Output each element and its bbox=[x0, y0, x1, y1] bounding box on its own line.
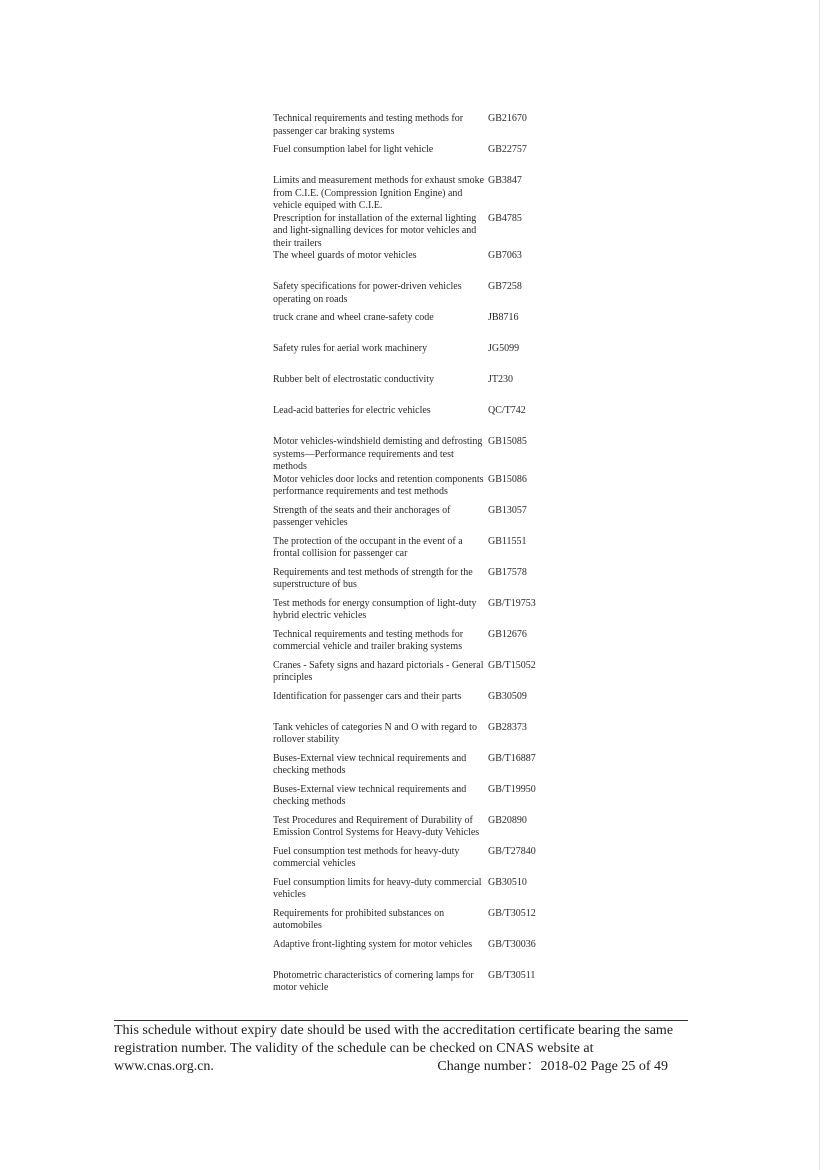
standard-code: GB/T19753 bbox=[488, 597, 536, 609]
table-row bbox=[273, 846, 563, 877]
standard-description: Fuel consumption label for light vehicle bbox=[273, 144, 434, 155]
standard-code: JB8716 bbox=[488, 312, 519, 323]
standard-code: JT230 bbox=[488, 374, 513, 385]
standard-description: Adaptive front-lighting system for motor vehicles bbox=[273, 938, 473, 950]
standard-code: GB30509 bbox=[488, 690, 527, 702]
standard-description: Buses-External view technical requirements and checking methods bbox=[273, 783, 467, 807]
table-row bbox=[273, 505, 563, 536]
standard-description: Requirements and test methods of strength for the superstructure of bus bbox=[273, 566, 473, 590]
table-row bbox=[273, 144, 563, 175]
standard-description: Cranes - Safety signs and hazard pictorials - General principles bbox=[273, 659, 484, 683]
standard-description: Fuel consumption limits for heavy-duty commercial vehicles bbox=[273, 876, 482, 900]
standard-description: Technical requirements and testing methods for commercial vehicle and trailer braking systems bbox=[273, 628, 464, 652]
table-row bbox=[273, 113, 563, 144]
table-row bbox=[273, 970, 563, 1001]
table-row bbox=[273, 877, 563, 908]
standard-description: Motor vehicles door locks and retention components performance requirements and test methods bbox=[273, 473, 484, 497]
table-row bbox=[273, 815, 563, 846]
table-row bbox=[273, 536, 563, 567]
standard-description: The protection of the occupant in the event of a frontal collision for passenger car bbox=[273, 535, 463, 559]
standard-description: Strength of the seats and their anchorages of passenger vehicles bbox=[273, 504, 451, 528]
standard-description: Test methods for energy consumption of light-duty hybrid electric vehicles bbox=[273, 597, 477, 621]
standard-code: GB7063 bbox=[488, 250, 522, 261]
table-row bbox=[273, 175, 563, 213]
standard-code: GB/T19950 bbox=[488, 783, 536, 795]
standard-description: Rubber belt of electrostatic conductivity bbox=[273, 374, 435, 385]
table-row bbox=[273, 405, 563, 436]
standard-description: Requirements for prohibited substances on automobiles bbox=[273, 907, 445, 931]
standard-description: Buses-External view technical requirements and checking methods bbox=[273, 752, 467, 776]
table-row bbox=[273, 374, 563, 405]
footer-notice: This schedule without expiry date should be used with the accreditation certificate bearing the same registration number. The validity of the schedule can be checked on CNAS website at bbox=[114, 1023, 674, 1056]
standard-code: GB/T30511 bbox=[488, 969, 536, 981]
standard-description: Safety rules for aerial work machinery bbox=[273, 343, 428, 354]
table-row bbox=[273, 598, 563, 629]
standard-description: Fuel consumption test methods for heavy-duty commercial vehicles bbox=[273, 845, 460, 869]
standard-description: Motor vehicles-windshield demisting and defrosting systems—Performance requirements and test methods bbox=[273, 436, 483, 472]
table-row bbox=[273, 250, 563, 281]
standard-code: GB3847 bbox=[488, 175, 522, 186]
table-row bbox=[273, 660, 563, 691]
standard-description: Test Procedures and Requirement of Durability of Emission Control Systems for Heavy-duty Vehicles bbox=[273, 814, 480, 838]
table-row bbox=[273, 474, 563, 505]
standard-description: Photometric characteristics of cornering lamps for motor vehicle bbox=[273, 969, 474, 993]
page-footer bbox=[114, 1020, 688, 1076]
standard-code: GB4785 bbox=[488, 212, 522, 224]
standard-code: GB20890 bbox=[488, 814, 527, 826]
standard-code: GB7258 bbox=[488, 281, 522, 292]
standard-description: truck crane and wheel crane-safety code bbox=[273, 312, 434, 323]
standard-code: GB13057 bbox=[488, 504, 527, 516]
table-row bbox=[273, 722, 563, 753]
table-row bbox=[273, 567, 563, 598]
standard-code: GB28373 bbox=[488, 721, 527, 733]
table-row bbox=[273, 281, 563, 312]
table-row bbox=[273, 343, 563, 374]
standard-code: QC/T742 bbox=[488, 405, 526, 416]
standard-code: GB/T16887 bbox=[488, 752, 536, 764]
footer-page-info: Change number：2018-02 Page 25 of 49 bbox=[437, 1059, 668, 1074]
standard-description: Identification for passenger cars and their parts bbox=[273, 690, 462, 702]
standard-code: GB15085 bbox=[488, 436, 527, 447]
table-row bbox=[273, 908, 563, 939]
table-row bbox=[273, 939, 563, 970]
footer-website-link[interactable]: www.cnas.org.cn. bbox=[114, 1059, 214, 1074]
table-row bbox=[273, 436, 563, 474]
standard-code: GB/T30036 bbox=[488, 938, 536, 950]
standard-code: GB17578 bbox=[488, 566, 527, 578]
standard-description: Tank vehicles of categories N and O with regard to rollover stability bbox=[273, 721, 477, 745]
table-row bbox=[273, 312, 563, 343]
standards-table bbox=[273, 113, 563, 1001]
standard-code: GB12676 bbox=[488, 628, 527, 640]
standard-code: GB22757 bbox=[488, 144, 527, 155]
table-row bbox=[273, 784, 563, 815]
standard-description: Lead-acid batteries for electric vehicles bbox=[273, 405, 431, 416]
standard-description: Prescription for installation of the external lighting and light-signalling devices for motor vehicles and their trailers bbox=[273, 212, 477, 249]
standard-description: The wheel guards of motor vehicles bbox=[273, 250, 417, 261]
table-row bbox=[273, 629, 563, 660]
standard-code: GB30510 bbox=[488, 876, 527, 888]
standard-code: GB15086 bbox=[488, 473, 527, 485]
table-row bbox=[273, 691, 563, 722]
standard-description: Technical requirements and testing methods for passenger car braking systems bbox=[273, 113, 464, 137]
standard-description: Safety specifications for power-driven vehicles operating on roads bbox=[273, 281, 462, 305]
scan-edge-line bbox=[819, 0, 820, 1170]
standard-code: GB/T15052 bbox=[488, 659, 536, 671]
standard-description: Limits and measurement methods for exhaust smoke from C.I.E. (Compression Ignition Engine) and vehicle equiped with C.I.E. bbox=[273, 175, 485, 211]
standard-code: JG5099 bbox=[488, 343, 520, 354]
standard-code: GB21670 bbox=[488, 113, 527, 124]
table-row bbox=[273, 213, 563, 251]
standard-code: GB/T27840 bbox=[488, 845, 536, 857]
standard-code: GB11551 bbox=[488, 535, 527, 547]
table-row bbox=[273, 753, 563, 784]
standard-code: GB/T30512 bbox=[488, 907, 536, 919]
